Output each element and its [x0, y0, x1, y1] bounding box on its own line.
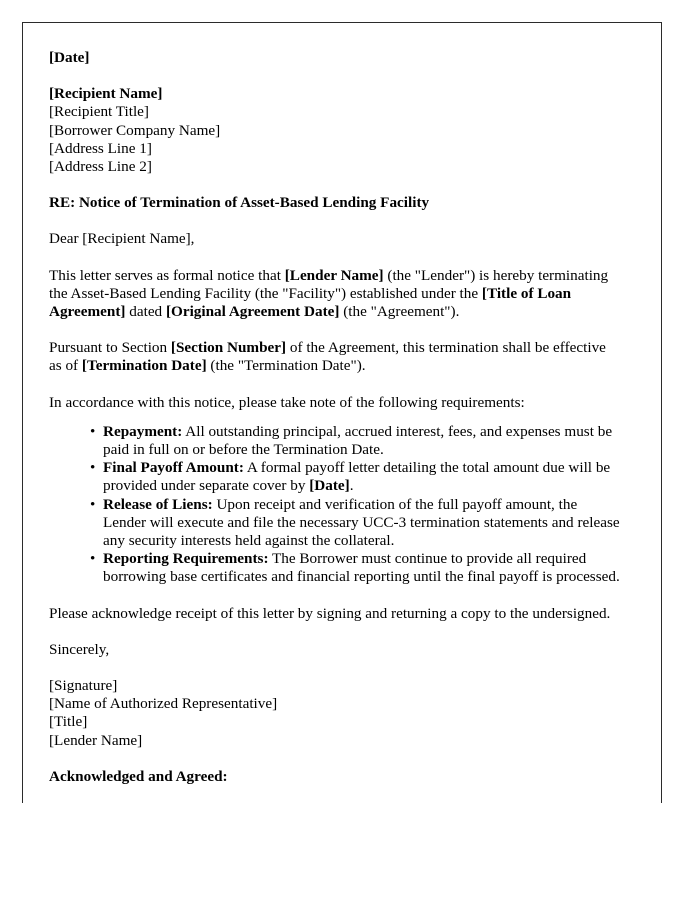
recipient-address-block	[49, 85, 621, 176]
spacer	[49, 623, 621, 641]
requirement-text: All outstanding principal, accrued interest, fees, and expenses must be paid in full on or before the Termination Date.	[103, 422, 613, 459]
lender-name: [Lender Name]	[49, 731, 143, 749]
list-item	[90, 496, 621, 551]
address-line-2: [Address Line 2]	[49, 158, 152, 176]
spacer	[49, 249, 621, 267]
bullet-icon: •	[90, 422, 96, 440]
requirement-label: Final Payoff Amount:	[103, 459, 244, 477]
termination-date-placeholder: [Termination Date]	[81, 357, 207, 375]
requirement-text-tail: .	[349, 477, 354, 495]
signature-block	[49, 677, 621, 750]
requirement-text: Upon receipt and verification of the full payoff amount, the Lender will execute and file the necessary UCC-3 termination statements and release any security interests held against the collateral.	[103, 495, 620, 550]
spacer	[49, 750, 621, 768]
loan-agreement-title-placeholder: [Title of Loan Agreement]	[49, 284, 572, 321]
letter-content	[23, 23, 661, 786]
lender-name-placeholder: [Lender Name]	[284, 266, 384, 284]
subject-line: RE: Notice of Termination of Asset-Based Lending Facility	[49, 194, 430, 212]
list-item	[90, 459, 621, 495]
p2-text-1: Pursuant to Section	[49, 339, 171, 357]
spacer	[49, 321, 621, 339]
p1-text-2: (the "Lender") is hereby terminating the Asset-Based Lending Facility (the "Facility") established under the	[49, 266, 609, 302]
requirement-label: Release of Liens:	[103, 495, 213, 513]
spacer	[49, 587, 621, 605]
p1-text-1: This letter serves as formal notice that	[49, 266, 285, 284]
bullet-icon: •	[90, 550, 96, 568]
acknowledgement-request: Please acknowledge receipt of this letter by signing and returning a copy to the undersigned.	[49, 604, 611, 622]
letter-page	[22, 22, 662, 803]
requirement-label: Repayment:	[103, 422, 183, 440]
authorized-representative-name: [Name of Authorized Representative]	[49, 695, 278, 713]
bullet-icon: •	[90, 459, 96, 477]
p1-text-3: dated	[125, 303, 166, 321]
address-line-1: [Address Line 1]	[49, 139, 152, 157]
spacer	[49, 212, 621, 230]
requirement-label: Reporting Requirements:	[103, 550, 269, 568]
bullet-icon: •	[90, 495, 96, 513]
requirement-text: A formal payoff letter detailing the total amount due will be provided under separate cover by	[103, 459, 611, 495]
spacer	[49, 412, 621, 423]
requirements-list	[49, 423, 621, 587]
paragraph-termination-notice	[49, 267, 621, 322]
spacer	[49, 176, 621, 194]
list-item	[90, 423, 621, 459]
list-item	[90, 550, 621, 586]
p1-text-4: (the "Agreement").	[339, 303, 460, 321]
p2-text-2: of the Agreement, this termination shall be effective as of	[49, 339, 606, 375]
date-placeholder: [Date]	[49, 49, 90, 66]
paragraph-effective-date	[49, 339, 621, 375]
borrower-company-name: [Borrower Company Name]	[49, 121, 221, 139]
requirement-inline-placeholder: [Date]	[309, 477, 350, 495]
salutation: Dear [Recipient Name],	[49, 230, 195, 248]
recipient-name: [Recipient Name]	[49, 85, 163, 103]
recipient-title: [Recipient Title]	[49, 103, 149, 121]
signature-placeholder: [Signature]	[49, 677, 118, 695]
p2-text-3: (the "Termination Date").	[206, 357, 366, 375]
original-agreement-date-placeholder: [Original Agreement Date]	[165, 303, 340, 321]
spacer	[49, 376, 621, 394]
section-number-placeholder: [Section Number]	[170, 339, 287, 357]
closing-salutation: Sincerely,	[49, 640, 110, 658]
requirements-intro: In accordance with this notice, please take note of the following requirements:	[49, 393, 525, 411]
spacer	[49, 659, 621, 677]
spacer	[49, 67, 621, 85]
acknowledged-and-agreed-heading: Acknowledged and Agreed:	[49, 767, 228, 785]
signatory-title: [Title]	[49, 713, 88, 731]
requirement-text: The Borrower must continue to provide all required borrowing base certificates and financial reporting until the final payoff is processed.	[103, 550, 620, 586]
